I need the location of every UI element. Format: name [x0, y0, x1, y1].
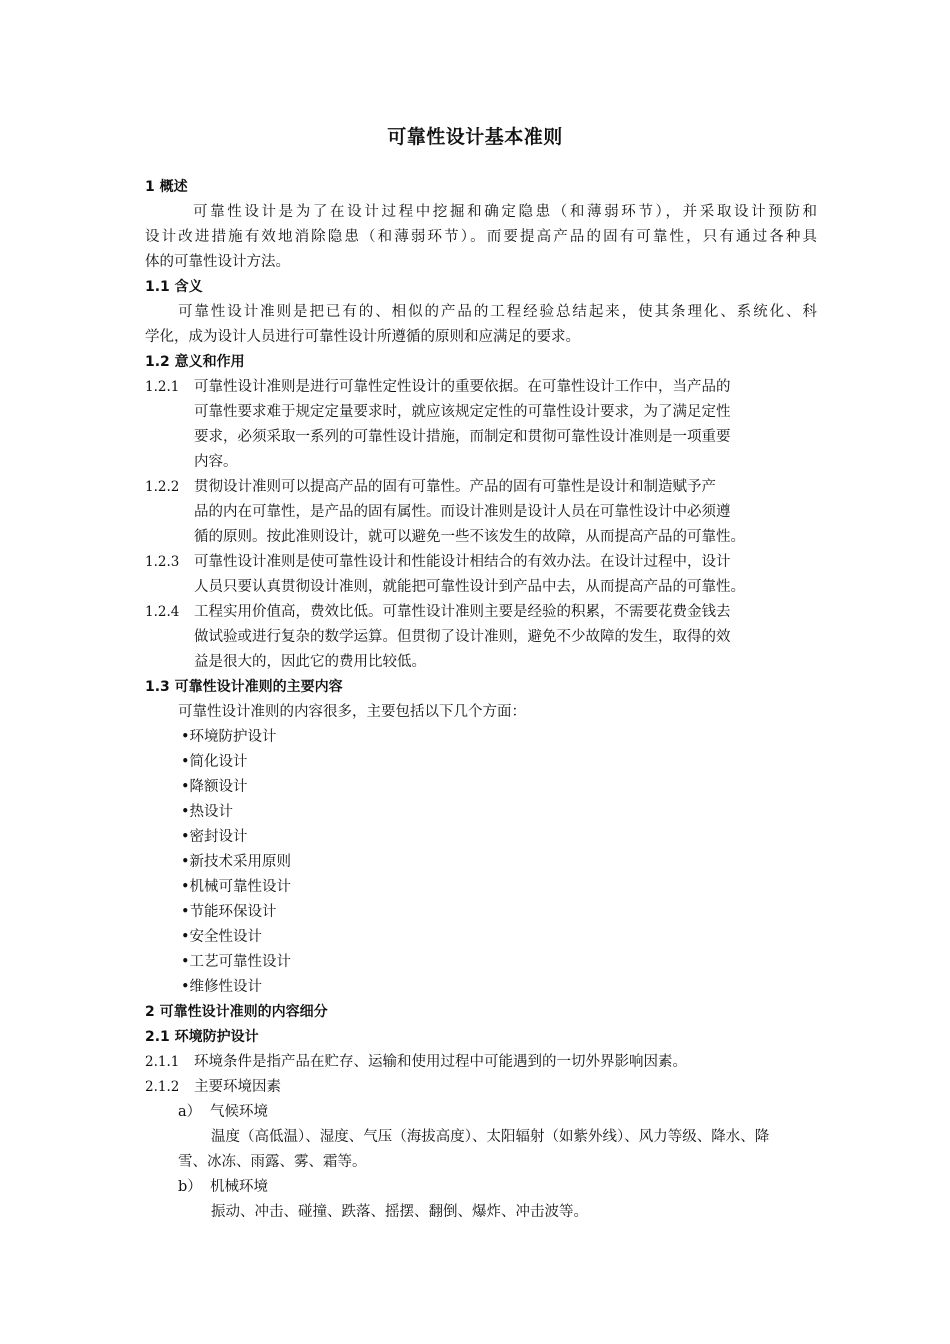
item-text-continued: 要求，必须采取一系列的可靠性设计措施，而制定和贯彻可靠性设计准则是一项重要 — [194, 429, 731, 445]
paragraph-line: 可靠性设计准则是把已有的、相似的产品的工程经验总结起来，使其条理化、系统化、科 — [178, 304, 817, 320]
sub-item-text: 振动、冲击、碰撞、跌落、摇摆、翻倒、爆炸、冲击波等。 — [211, 1204, 588, 1220]
item-text-continued: 人员只要认真贯彻设计准则，就能把可靠性设计到产品中去，从而提高产品的可靠性。 — [194, 579, 745, 595]
numbered-item-1-2-4 — [145, 600, 817, 625]
sub-item-text-continued: 雪、冰冻、雨露、雾、霜等。 — [178, 1154, 367, 1170]
item-text-continued: 循的原则。按此准则设计，就可以避免一些不该发生的故障，从而提高产品的可靠性。 — [194, 529, 745, 545]
bullet-item: •工艺可靠性设计 — [181, 954, 292, 970]
sub-item-label: a） — [178, 1104, 202, 1120]
bullet-item: •简化设计 — [181, 754, 248, 770]
item-text: 贯彻设计准则可以提高产品的固有可靠性。产品的固有可靠性是设计和制造赋予产 — [194, 479, 716, 495]
bullet-item: •安全性设计 — [181, 929, 263, 945]
item-text-continued: 内容。 — [194, 454, 238, 470]
paragraph-line: 设计改进措施有效地消除隐患（和薄弱环节）。而要提高产品的固有可靠性，只有通过各种具 — [145, 229, 817, 245]
item-text: 可靠性设计准则是进行可靠性定性设计的重要依据。在可靠性设计工作中，当产品的 — [194, 379, 731, 395]
document-body — [145, 175, 817, 1225]
bullet-item: •降额设计 — [181, 779, 248, 795]
paragraph-line: 学化，成为设计人员进行可靠性设计所遵循的原则和应满足的要求。 — [145, 329, 580, 345]
item-text-continued: 做试验或进行复杂的数学运算。但贯彻了设计准则，避免不少故障的发生，取得的效 — [194, 629, 731, 645]
paragraph-line: 可靠性设计准则的内容很多，主要包括以下几个方面： — [178, 704, 526, 720]
sub-item-text: 温度（高低温）、湿度、气压（海拔高度）、太阳辐射（如紫外线）、风力等级、降水、降 — [211, 1129, 770, 1145]
item-number: 1.2.1 — [145, 379, 180, 395]
sub-item-label: b） — [178, 1179, 202, 1195]
section-heading-1-3: 1.3 可靠性设计准则的主要内容 — [145, 679, 343, 695]
item-text: 可靠性设计准则是使可靠性设计和性能设计相结合的有效办法。在设计过程中，设计 — [194, 554, 731, 570]
sub-item-b — [145, 1175, 817, 1200]
section-heading-2-1: 2.1 环境防护设计 — [145, 1029, 259, 1045]
numbered-item-1-2-2 — [145, 475, 817, 500]
document-title: 可靠性设计基本准则 — [387, 126, 563, 148]
section-heading-1: 1 概述 — [145, 179, 188, 195]
item-text: 工程实用价值高，费效比低。可靠性设计准则主要是经验的积累，不需要花费金钱去 — [194, 604, 731, 620]
numbered-item-1-2-3 — [145, 550, 817, 575]
bullet-item: •维修性设计 — [181, 979, 263, 995]
item-text-continued: 品的内在可靠性，是产品的固有属性。而设计准则是设计人员在可靠性设计中必须遵 — [194, 504, 731, 520]
item-text: 主要环境因素 — [194, 1079, 281, 1095]
item-number: 1.2.3 — [145, 554, 180, 570]
numbered-item-2-1-1 — [145, 1050, 817, 1075]
item-number: 2.1.1 — [145, 1054, 180, 1070]
bullet-item: •环境防护设计 — [181, 729, 277, 745]
paragraph-line: 体的可靠性设计方法。 — [145, 254, 290, 270]
item-number: 1.2.2 — [145, 479, 180, 495]
sub-item-a — [145, 1100, 817, 1125]
bullet-item: •热设计 — [181, 804, 234, 820]
numbered-item-2-1-2 — [145, 1075, 817, 1100]
paragraph-line: 可靠性设计是为了在设计过程中挖掘和确定隐患（和薄弱环节），并采取设计预防和 — [193, 204, 817, 220]
bullet-item: •机械可靠性设计 — [181, 879, 292, 895]
numbered-item-1-2-1 — [145, 375, 817, 400]
item-text-continued: 益是很大的，因此它的费用比较低。 — [194, 654, 426, 670]
bullet-item: •节能环保设计 — [181, 904, 277, 920]
section-heading-1-1: 1.1 含义 — [145, 279, 203, 295]
bullet-item: •密封设计 — [181, 829, 248, 845]
item-number: 2.1.2 — [145, 1079, 180, 1095]
sub-item-title: 气候环境 — [210, 1104, 268, 1120]
item-text: 环境条件是指产品在贮存、运输和使用过程中可能遇到的一切外界影响因素。 — [194, 1054, 687, 1070]
section-heading-1-2: 1.2 意义和作用 — [145, 354, 245, 370]
bullet-item: •新技术采用原则 — [181, 854, 292, 870]
sub-item-title: 机械环境 — [210, 1179, 268, 1195]
item-number: 1.2.4 — [145, 604, 180, 620]
item-text-continued: 可靠性要求难于规定定量要求时，就应该规定定性的可靠性设计要求，为了满足定性 — [194, 404, 731, 420]
section-heading-2: 2 可靠性设计准则的内容细分 — [145, 1004, 328, 1020]
